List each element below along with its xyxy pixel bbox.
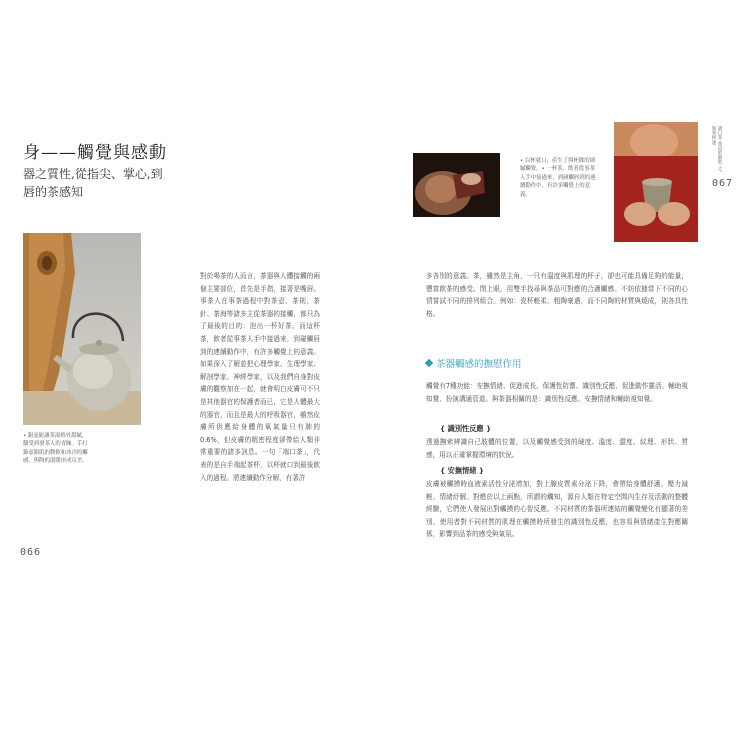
subsection-body-2: 皮膚被觸摸時血液素活性分泌增加，對上腺皮質素分泌下降，會帶給身體舒適、壓力減輕、情緒紓解。對應於以上兩點，所謂的觸知，源自人類在特定空間內生存及活動的整體經驗，它們使人發展出對觸摸的心智反應。不同材質的茶器所連結的觸覺變化有顯著的差別，使用者對不同材質的肌理在觸摸時所發生的識別性反應，也容易與情緒產生對應關係，影響到品茶的感受與氣氛。 [426,480,688,539]
right-intro-text: 多各別的意義。茶，雖然是主角，一只有溫度與肌理的杯子，卻也可能具備足夠的能量，豐富飲茶的感受。閉上眼，用雙手找尋與茶品可對應的合適觸感。不妨依據當下不同的心情嘗試不同的排列組合。例如：瓷杯輕柔、粗陶豪邁，而不同陶的材質與燒成，則各具性格。 [426,272,688,318]
bracket-close-icon: } [483,424,492,433]
left-body-text: 對於喝茶的人而言，茶器與人體接觸的兩個主要部位，首先是手指，接著是嘴唇。事茶人在事茶過程中對茶壺、茶則、茶針、茶海等諸多主從茶器的接觸，都只為了最後的目的：泡出一杯好茶。而這杯茶，飲者從事茶人手中接過來，到碰觸唇到的連續動作中，有許多觸覺上的意義。如果深入了解並把心理學家、生理學家、解剖學家、神經學家，以及我們自身對皮膚的觀察加在一起，就會明白皮膚可不只是其他器官的保護者而已，它是人體最大的器官，而且是最大的呼吸器官，雖然皮膚所供應給身體的氧氣量只有肺的0.6%，但皮膚的精密程度卻帶給人類非常重要的諸多訊息。一句「端口茶」，代表的是自手端起茶杯，以杯就口到最後飲入的過程。將連續動作分解，有著許 [200,272,320,482]
subsection-heading-2 [440,466,484,476]
right-photo-caption: • 以杯就口，產生了與杯緣的細膩觸覺。• 一杯茶，飲者從事茶人手中接過來，到碰觸唇到的連續動作中，有許多觸覺上的意義。 [520,158,596,198]
section-title: 茶器觸感的撫慰作用 [436,359,522,370]
bracket-close-icon: } [476,466,485,475]
left-photo-caption: • 銀壺能讓茶湯格外甜膩，鵝受到發茶人的青睞。手打錦壺銀肌的微軟和冰冷的觸感，與陶的溫暖形成反差。 [23,433,88,465]
subsection-title-2: 安撫情緒 [447,466,477,475]
subsection-heading-1 [440,424,491,434]
subsection-body-1: 透過撫索辨識自己肢體的位置，以及觸覺感受到的硬度、溫度、澀度、紋理、形狀、質感，用以正確掌握環境的狀況。 [426,438,688,459]
left-page-number: 066 [20,547,42,558]
cup-to-lips-photo [413,153,500,217]
silver-kettle-photo [23,233,141,425]
page-title: 身——觸覺與感動 [23,143,167,163]
woman-holding-cup-photo [614,122,698,242]
section-body-text: 觸覺有7種功能：安撫情緒、促進成長、保護性防禦、識別性反應、促進動作靈活、輔助視知覺、扮演溝通管道。與茶器相關的是：識別性反應、安撫情緒和輔助視知覺。 [426,382,688,403]
right-page-number: 067 [712,178,734,189]
running-head: 讀口茶·茶道的藝術·之·與茶相逢 [711,126,722,172]
subsection-title-1: 識別性反應 [447,424,484,433]
bracket-open-icon: { [440,424,448,433]
section-marker-icon [425,359,433,367]
page-subtitle: 器之質性,從指尖、掌心,到唇的茶感知 [23,167,163,199]
section-heading [426,356,522,370]
bracket-open-icon: { [440,466,448,475]
